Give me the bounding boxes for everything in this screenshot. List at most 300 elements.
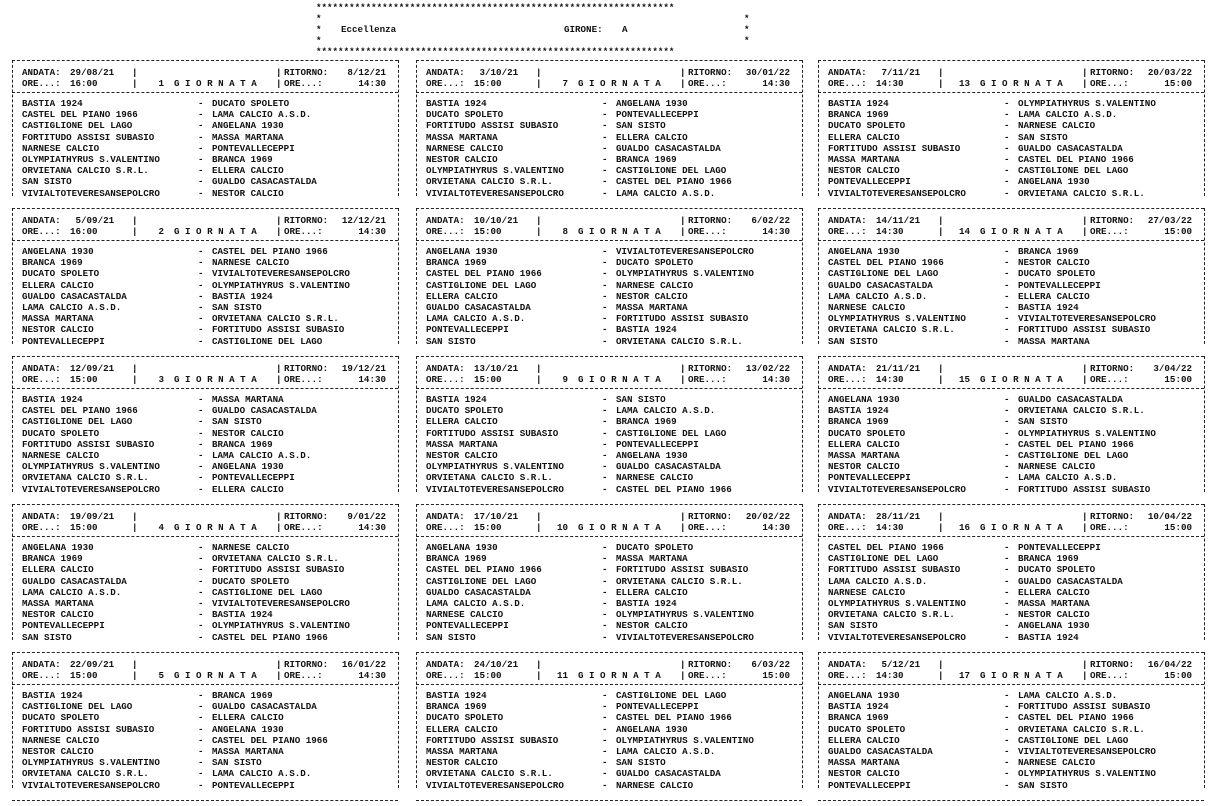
round-header-rule xyxy=(12,240,398,241)
home-team: GUALDO CASACASTALDA xyxy=(828,279,933,291)
home-team: BASTIA 1924 xyxy=(828,98,889,109)
home-team: PONTEVALLECEPPI xyxy=(22,335,105,347)
round-header-rule xyxy=(12,388,398,389)
ritorno-label: RITORNO: xyxy=(284,659,329,670)
home-team: DUCATO SPOLETO xyxy=(22,268,100,280)
away-team: ANGELANA 1930 xyxy=(212,120,284,132)
home-team: CASTIGLIONE DEL LAGO xyxy=(828,553,939,565)
ritorno-time: 15:00 xyxy=(1164,374,1192,385)
away-team: PONTEVALLECEPPI xyxy=(212,779,295,791)
bar: | xyxy=(938,67,944,78)
bar: | xyxy=(1082,215,1088,226)
andata-label: ANDATA: xyxy=(426,363,465,374)
match-dash: - xyxy=(1004,324,1010,336)
bar: | xyxy=(276,67,282,78)
bar: | xyxy=(132,67,138,78)
away-team: ANGELANA 1930 xyxy=(212,723,284,735)
home-team: SAN SISTO xyxy=(426,335,476,347)
home-team: MASSA MARTANA xyxy=(426,438,498,450)
home-team: MASSA MARTANA xyxy=(828,450,900,461)
ritorno-date: 3/04/22 xyxy=(1147,363,1192,374)
round-left-rule xyxy=(818,208,819,344)
bar: | xyxy=(680,659,686,670)
home-team: DUCATO SPOLETO xyxy=(828,427,906,439)
bar: | xyxy=(1082,374,1088,385)
andata-time: 14:30 xyxy=(876,78,904,89)
match-dash: - xyxy=(1004,746,1010,757)
away-team: FORTITUDO ASSISI SUBASIO xyxy=(616,564,749,576)
match-dash: - xyxy=(1004,98,1010,109)
round-top-rule xyxy=(416,356,802,357)
home-team: DUCATO SPOLETO xyxy=(426,109,504,121)
home-team: NESTOR CALCIO xyxy=(426,757,498,769)
home-team: ELLERA CALCIO xyxy=(828,734,900,746)
match-dash: - xyxy=(198,575,204,587)
andata-label: ANDATA: xyxy=(828,215,867,226)
bar: | xyxy=(680,226,686,237)
match-dash: - xyxy=(1004,405,1010,417)
andata-label: ANDATA: xyxy=(22,67,61,78)
giornata-label: G I O R N A T A xyxy=(578,226,661,237)
match-dash: - xyxy=(602,575,608,587)
home-team: DUCATO SPOLETO xyxy=(828,723,906,735)
ore-label: ORE...: xyxy=(688,226,727,237)
ritorno-date: 9/01/22 xyxy=(341,511,386,522)
match-dash: - xyxy=(198,120,204,132)
match-dash: - xyxy=(198,564,204,576)
away-team: VIVIALTOTEVERESANSEPOLCRO xyxy=(1018,313,1156,325)
away-team: DUCATO SPOLETO xyxy=(1018,268,1096,280)
away-team: FORTITUDO ASSISI SUBASIO xyxy=(616,313,749,325)
bar: | xyxy=(1082,670,1088,681)
ritorno-date: 16/04/22 xyxy=(1147,659,1192,670)
match-dash: - xyxy=(1004,553,1010,565)
home-team: NARNESE CALCIO xyxy=(22,450,100,461)
ritorno-date: 16/01/22 xyxy=(341,659,386,670)
ritorno-time: 15:00 xyxy=(1164,78,1192,89)
andata-date: 22/09/21 xyxy=(70,659,115,670)
match-dash: - xyxy=(602,701,608,713)
home-team: NESTOR CALCIO xyxy=(426,450,498,461)
away-team: BASTIA 1924 xyxy=(616,598,677,609)
home-team: VIVIALTOTEVERESANSEPOLCRO xyxy=(828,483,966,495)
ritorno-time: 14:30 xyxy=(762,226,790,237)
header-star-right-1: * xyxy=(744,13,750,24)
match-dash: - xyxy=(602,165,608,177)
away-team: PONTEVALLECEPPI xyxy=(1018,279,1101,291)
ritorno-date: 8/12/21 xyxy=(341,67,386,78)
away-team: ANGELANA 1930 xyxy=(616,723,688,735)
ore-label: ORE...: xyxy=(828,670,867,681)
away-team: ELLERA CALCIO xyxy=(212,483,284,495)
round-top-rule xyxy=(416,652,802,653)
home-team: LAMA CALCIO A.S.D. xyxy=(426,313,526,325)
match-dash: - xyxy=(1004,268,1010,280)
bar: | xyxy=(132,226,138,237)
match-dash: - xyxy=(198,335,204,347)
round-left-rule xyxy=(12,504,13,640)
away-team: SAN SISTO xyxy=(1018,416,1068,428)
match-dash: - xyxy=(198,609,204,621)
match-dash: - xyxy=(602,690,608,701)
home-team: MASSA MARTANA xyxy=(426,131,498,143)
header-star-left-3: * xyxy=(316,35,322,46)
ritorno-date: 20/02/22 xyxy=(745,511,790,522)
match-dash: - xyxy=(1004,154,1010,165)
home-team: DUCATO SPOLETO xyxy=(426,712,504,724)
away-team: ANGELANA 1930 xyxy=(1018,176,1090,188)
away-team: GUALDO CASACASTALDA xyxy=(212,405,317,417)
away-team: ANGELANA 1930 xyxy=(212,461,284,473)
giornata-label: G I O R N A T A xyxy=(980,374,1063,385)
ore-label: ORE...: xyxy=(1090,374,1129,385)
match-dash: - xyxy=(198,586,204,598)
away-team: GUALDO CASACASTALDA xyxy=(1018,575,1123,587)
bar: | xyxy=(680,511,686,522)
home-team: CASTIGLIONE DEL LAGO xyxy=(22,416,133,428)
away-team: DUCATO SPOLETO xyxy=(616,257,694,269)
ritorno-label: RITORNO: xyxy=(1090,511,1135,522)
giornata-label: G I O R N A T A xyxy=(174,78,257,89)
match-dash: - xyxy=(198,631,204,643)
away-team: NESTOR CALCIO xyxy=(212,427,284,439)
match-dash: - xyxy=(602,483,608,495)
home-team: VIVIALTOTEVERESANSEPOLCRO xyxy=(828,187,966,199)
ore-label: ORE...: xyxy=(426,374,465,385)
home-team: PONTEVALLECEPPI xyxy=(828,779,911,791)
home-team: CASTEL DEL PIANO 1966 xyxy=(828,542,944,553)
match-dash: - xyxy=(198,176,204,188)
round-left-rule xyxy=(416,652,417,788)
away-team: ORVIETANA CALCIO S.R.L. xyxy=(1018,187,1145,199)
home-team: NARNESE CALCIO xyxy=(828,302,906,313)
ore-label: ORE...: xyxy=(1090,670,1129,681)
away-team: NARNESE CALCIO xyxy=(1018,757,1096,769)
bar: | xyxy=(536,215,542,226)
match-dash: - xyxy=(198,450,204,461)
match-dash: - xyxy=(198,701,204,713)
match-dash: - xyxy=(602,631,608,643)
home-team: ANGELANA 1930 xyxy=(426,542,498,553)
ritorno-date: 27/03/22 xyxy=(1147,215,1192,226)
away-team: ELLERA CALCIO xyxy=(212,712,284,724)
match-dash: - xyxy=(602,131,608,143)
andata-date: 5/09/21 xyxy=(70,215,115,226)
match-dash: - xyxy=(198,427,204,439)
home-team: BASTIA 1924 xyxy=(22,98,83,109)
away-team: BRANCA 1969 xyxy=(212,690,273,701)
match-dash: - xyxy=(1004,290,1010,302)
home-team: GUALDO CASACASTALDA xyxy=(828,746,933,757)
ritorno-date: 6/03/22 xyxy=(745,659,790,670)
andata-date: 24/10/21 xyxy=(474,659,519,670)
away-team: CASTEL DEL PIANO 1966 xyxy=(212,631,328,643)
away-team: OLYMPIATHYRUS S.VALENTINO xyxy=(212,620,350,632)
match-dash: - xyxy=(198,131,204,143)
match-dash: - xyxy=(198,690,204,701)
away-team: SAN SISTO xyxy=(212,757,262,769)
ore-label: ORE...: xyxy=(828,78,867,89)
andata-label: ANDATA: xyxy=(426,511,465,522)
match-dash: - xyxy=(1004,757,1010,769)
away-team: PONTEVALLECEPPI xyxy=(212,142,295,154)
bar: | xyxy=(938,215,944,226)
away-team: ANGELANA 1930 xyxy=(1018,620,1090,632)
match-dash: - xyxy=(1004,564,1010,576)
bar: | xyxy=(536,226,542,237)
away-team: CASTEL DEL PIANO 1966 xyxy=(616,712,732,724)
round-header-rule xyxy=(416,684,802,685)
match-dash: - xyxy=(1004,734,1010,746)
home-team: CASTIGLIONE DEL LAGO xyxy=(828,268,939,280)
away-team: NESTOR CALCIO xyxy=(616,290,688,302)
home-team: NESTOR CALCIO xyxy=(426,154,498,165)
home-team: SAN SISTO xyxy=(828,620,878,632)
away-team: NESTOR CALCIO xyxy=(1018,609,1090,621)
bar: | xyxy=(132,374,138,385)
andata-time: 14:30 xyxy=(876,670,904,681)
away-team: PONTEVALLECEPPI xyxy=(212,472,295,484)
home-team: CASTEL DEL PIANO 1966 xyxy=(426,564,542,576)
andata-date: 13/10/21 xyxy=(474,363,519,374)
andata-date: 3/10/21 xyxy=(474,67,519,78)
away-team: FORTITUDO ASSISI SUBASIO xyxy=(1018,483,1151,495)
away-team: LAMA CALCIO A.S.D. xyxy=(212,450,312,461)
bottom-rule xyxy=(818,800,1204,801)
away-team: MASSA MARTANA xyxy=(212,131,284,143)
match-dash: - xyxy=(602,472,608,484)
home-team: BASTIA 1924 xyxy=(828,701,889,713)
home-team: ORVIETANA CALCIO S.R.L. xyxy=(22,768,149,780)
home-team: DUCATO SPOLETO xyxy=(828,120,906,132)
home-team: LAMA CALCIO A.S.D. xyxy=(22,302,122,313)
home-team: CASTIGLIONE DEL LAGO xyxy=(426,279,537,291)
ore-label: ORE...: xyxy=(426,670,465,681)
andata-date: 7/11/21 xyxy=(876,67,921,78)
away-team: DUCATO SPOLETO xyxy=(616,542,694,553)
ritorno-date: 6/02/22 xyxy=(745,215,790,226)
away-team: CASTIGLIONE DEL LAGO xyxy=(1018,165,1129,177)
round-left-rule xyxy=(416,504,417,640)
ritorno-label: RITORNO: xyxy=(1090,67,1135,78)
home-team: MASSA MARTANA xyxy=(828,757,900,769)
home-team: NESTOR CALCIO xyxy=(22,746,94,757)
bar: | xyxy=(536,522,542,533)
ore-label: ORE...: xyxy=(22,78,61,89)
match-dash: - xyxy=(602,313,608,325)
round-right-rule xyxy=(1204,356,1205,492)
round-header-rule xyxy=(416,240,802,241)
bar: | xyxy=(680,67,686,78)
away-team: FORTITUDO ASSISI SUBASIO xyxy=(1018,324,1151,336)
away-team: BASTIA 1924 xyxy=(212,290,273,302)
bar: | xyxy=(132,522,138,533)
giornata-label: G I O R N A T A xyxy=(174,226,257,237)
away-team: GUALDO CASACASTALDA xyxy=(616,461,721,473)
match-dash: - xyxy=(198,257,204,269)
match-dash: - xyxy=(1004,461,1010,473)
away-team: ORVIETANA CALCIO S.R.L. xyxy=(1018,723,1145,735)
round-right-rule xyxy=(802,504,803,640)
away-team: FORTITUDO ASSISI SUBASIO xyxy=(1018,701,1151,713)
away-team: LAMA CALCIO A.S.D. xyxy=(616,187,716,199)
home-team: BRANCA 1969 xyxy=(22,257,83,269)
home-team: VIVIALTOTEVERESANSEPOLCRO xyxy=(22,779,160,791)
bar: | xyxy=(680,215,686,226)
round-left-rule xyxy=(416,60,417,196)
round-top-rule xyxy=(12,652,398,653)
match-dash: - xyxy=(198,279,204,291)
ore-label: ORE...: xyxy=(1090,78,1129,89)
away-team: ORVIETANA CALCIO S.R.L. xyxy=(616,575,743,587)
ritorno-label: RITORNO: xyxy=(688,215,733,226)
andata-label: ANDATA: xyxy=(426,659,465,670)
bar: | xyxy=(938,226,944,237)
round-left-rule xyxy=(818,652,819,788)
home-team: ELLERA CALCIO xyxy=(426,290,498,302)
bar: | xyxy=(938,363,944,374)
home-team: PONTEVALLECEPPI xyxy=(426,324,509,336)
bar: | xyxy=(680,363,686,374)
match-dash: - xyxy=(198,394,204,405)
bar: | xyxy=(132,78,138,89)
bar: | xyxy=(938,522,944,533)
round-header-rule xyxy=(818,92,1204,93)
home-team: SAN SISTO xyxy=(22,176,72,188)
away-team: NARNESE CALCIO xyxy=(1018,120,1096,132)
ritorno-label: RITORNO: xyxy=(284,67,329,78)
bar: | xyxy=(276,522,282,533)
giornata-number: 14 xyxy=(958,226,970,237)
ritorno-date: 13/02/22 xyxy=(745,363,790,374)
away-team: BASTIA 1924 xyxy=(616,324,677,336)
round-right-rule xyxy=(398,356,399,492)
match-dash: - xyxy=(602,609,608,621)
home-team: SAN SISTO xyxy=(22,631,72,643)
match-dash: - xyxy=(1004,438,1010,450)
match-dash: - xyxy=(602,757,608,769)
bar: | xyxy=(1082,511,1088,522)
match-dash: - xyxy=(602,438,608,450)
ritorno-time: 14:30 xyxy=(762,78,790,89)
away-team: CASTEL DEL PIANO 1966 xyxy=(616,176,732,188)
match-dash: - xyxy=(602,302,608,313)
match-dash: - xyxy=(1004,701,1010,713)
round-top-rule xyxy=(12,356,398,357)
away-team: BASTIA 1924 xyxy=(1018,631,1079,643)
match-dash: - xyxy=(602,768,608,780)
match-dash: - xyxy=(198,302,204,313)
bar: | xyxy=(938,78,944,89)
home-team: NESTOR CALCIO xyxy=(22,609,94,621)
home-team: ANGELANA 1930 xyxy=(828,394,900,405)
away-team: GUALDO CASACASTALDA xyxy=(212,176,317,188)
away-team: CASTIGLIONE DEL LAGO xyxy=(1018,450,1129,461)
home-team: ORVIETANA CALCIO S.R.L. xyxy=(828,324,955,336)
bar: | xyxy=(276,215,282,226)
match-dash: - xyxy=(602,586,608,598)
away-team: GUALDO CASACASTALDA xyxy=(1018,142,1123,154)
away-team: BRANCA 1969 xyxy=(1018,553,1079,565)
match-dash: - xyxy=(1004,483,1010,495)
round-left-rule xyxy=(818,504,819,640)
away-team: CASTIGLIONE DEL LAGO xyxy=(1018,734,1129,746)
away-team: MASSA MARTANA xyxy=(212,746,284,757)
home-team: ELLERA CALCIO xyxy=(828,438,900,450)
match-dash: - xyxy=(198,324,204,336)
away-team: MASSA MARTANA xyxy=(212,394,284,405)
match-dash: - xyxy=(198,461,204,473)
andata-time: 15:00 xyxy=(474,522,502,533)
giornata-number: 10 xyxy=(556,522,568,533)
match-dash: - xyxy=(602,268,608,280)
andata-time: 14:30 xyxy=(876,226,904,237)
giornata-label: G I O R N A T A xyxy=(174,374,257,385)
home-team: LAMA CALCIO A.S.D. xyxy=(426,598,526,609)
ritorno-label: RITORNO: xyxy=(1090,363,1135,374)
round-top-rule xyxy=(12,504,398,505)
ritorno-date: 19/12/21 xyxy=(341,363,386,374)
home-team: ORVIETANA CALCIO S.R.L. xyxy=(426,176,553,188)
match-dash: - xyxy=(602,461,608,473)
giornata-number: 17 xyxy=(958,670,970,681)
home-team: PONTEVALLECEPPI xyxy=(828,176,911,188)
away-team: NARNESE CALCIO xyxy=(616,472,694,484)
ritorno-date: 12/12/21 xyxy=(341,215,386,226)
home-team: VIVIALTOTEVERESANSEPOLCRO xyxy=(828,631,966,643)
home-team: DUCATO SPOLETO xyxy=(426,405,504,417)
home-team: ORVIETANA CALCIO S.R.L. xyxy=(22,165,149,177)
ritorno-time: 14:30 xyxy=(762,374,790,385)
round-top-rule xyxy=(818,652,1204,653)
away-team: GUALDO CASACASTALDA xyxy=(1018,394,1123,405)
home-team: LAMA CALCIO A.S.D. xyxy=(828,575,928,587)
home-team: OLYMPIATHYRUS S.VALENTINO xyxy=(828,313,966,325)
home-team: ANGELANA 1930 xyxy=(828,246,900,257)
ritorno-time: 14:30 xyxy=(358,78,386,89)
match-dash: - xyxy=(1004,620,1010,632)
away-team: SAN SISTO xyxy=(212,302,262,313)
ore-label: ORE...: xyxy=(22,522,61,533)
home-team: BASTIA 1924 xyxy=(828,405,889,417)
match-dash: - xyxy=(602,246,608,257)
round-left-rule xyxy=(12,208,13,344)
match-dash: - xyxy=(602,450,608,461)
ore-label: ORE...: xyxy=(426,78,465,89)
bar: | xyxy=(938,659,944,670)
match-dash: - xyxy=(198,768,204,780)
match-dash: - xyxy=(602,712,608,724)
andata-time: 15:00 xyxy=(70,670,98,681)
round-right-rule xyxy=(802,356,803,492)
ritorno-label: RITORNO: xyxy=(688,363,733,374)
home-team: OLYMPIATHYRUS S.VALENTINO xyxy=(22,461,160,473)
round-right-rule xyxy=(1204,504,1205,640)
home-team: ANGELANA 1930 xyxy=(22,246,94,257)
match-dash: - xyxy=(198,154,204,165)
andata-date: 5/12/21 xyxy=(876,659,921,670)
bar: | xyxy=(1082,78,1088,89)
away-team: VIVIALTOTEVERESANSEPOLCRO xyxy=(616,246,754,257)
away-team: NESTOR CALCIO xyxy=(212,187,284,199)
home-team: BASTIA 1924 xyxy=(426,394,487,405)
ritorno-time: 14:30 xyxy=(358,522,386,533)
match-dash: - xyxy=(602,405,608,417)
away-team: ORVIETANA CALCIO S.R.L. xyxy=(1018,405,1145,417)
home-team: MASSA MARTANA xyxy=(22,598,94,609)
ritorno-label: RITORNO: xyxy=(284,363,329,374)
away-team: OLYMPIATHYRUS S.VALENTINO xyxy=(212,279,350,291)
